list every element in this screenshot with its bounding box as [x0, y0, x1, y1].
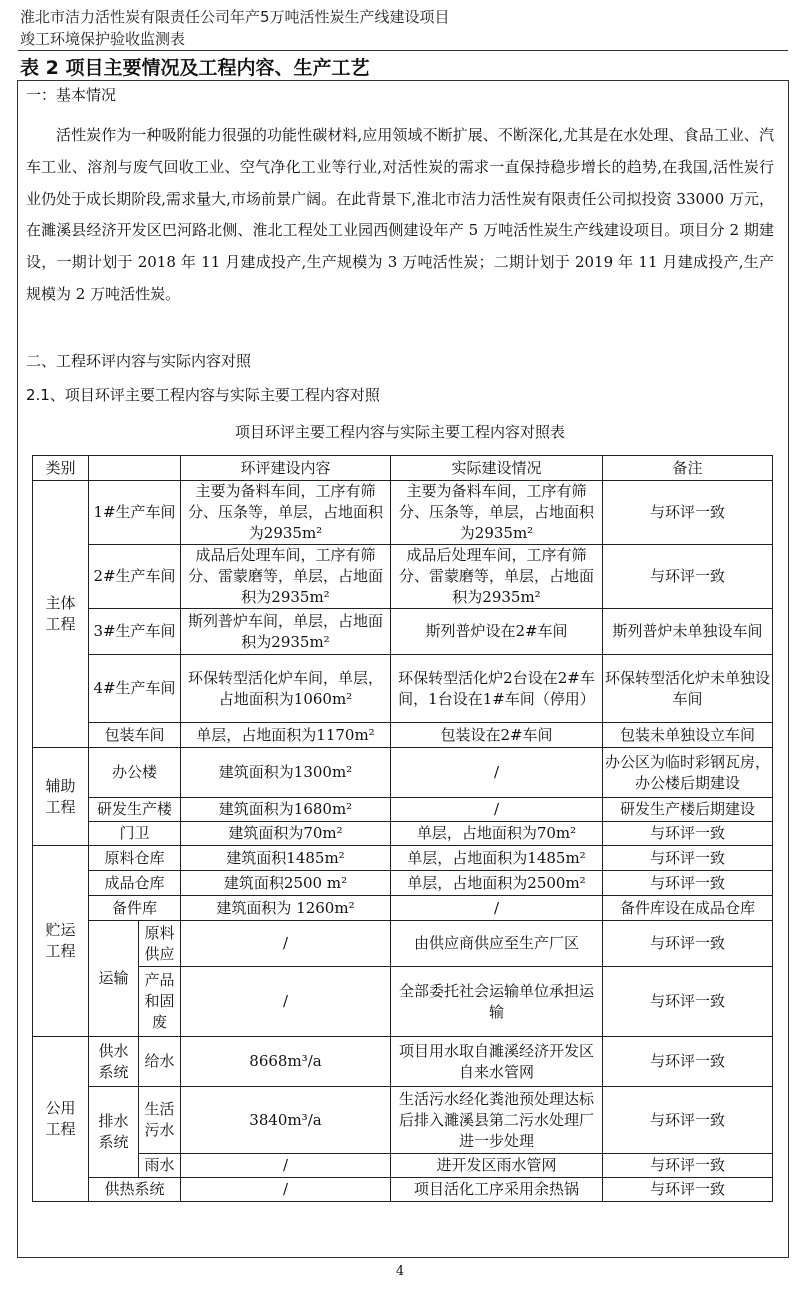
table-row: 2#生产车间 成品后处理车间，工序有筛分、雷蒙磨等，单层，占地面积为2935m² 成品后处理车间，工序有筛分、雷蒙磨等，单层，占地面积为2935m² 与环评一致: [33, 545, 773, 609]
comparison-heading: 二、工程环评内容与实际内容对照: [26, 352, 252, 370]
comparison-table: [32, 455, 773, 1202]
header-project-title: 淮北市洁力活性炭有限责任公司年产5万吨活性炭生产线建设项目: [20, 8, 450, 26]
header-rule: [18, 50, 788, 51]
table-header-row: [33, 456, 773, 481]
comparison-subheading: 2.1、项目环评主要工程内容与实际主要工程内容对照: [26, 386, 380, 404]
table-row: 主体 工程 1#生产车间 主要为备料车间，工序有筛分、压条等，单层，占地面积为2935m² 主要为备料车间，工序有筛分、压条等，单层，占地面积为2935m² 与环评一致: [33, 481, 773, 545]
table-row: 产品 和固 废 / 全部委托社会运输单位承担运输 与环评一致: [33, 967, 773, 1037]
table-row: 包装车间 单层，占地面积为1170m² 包装设在2#车间 包装未单独设立车间: [33, 723, 773, 748]
table-row: 运输 原料 供应 / 由供应商供应至生产厂区 与环评一致: [33, 921, 773, 967]
table-row: 辅助 工程 办公楼 建筑面积为1300m² / 办公区为临时彩钢瓦房，办公楼后期建设: [33, 748, 773, 798]
header-actual: 实际建设情况: [391, 456, 603, 481]
table-row: 3#生产车间 斯列普炉车间，单层，占地面积为2935m² 斯列普炉设在2#车间 斯列普炉未单独设车间: [33, 609, 773, 655]
category-aux: 辅助 工程: [33, 748, 89, 846]
basic-info-heading: 一：基本情况: [26, 86, 117, 104]
section-title: 表 2 项目主要情况及工程内容、生产工艺: [20, 57, 370, 79]
header-note: 备注: [603, 456, 773, 481]
category-public: 公用 工程: [33, 1037, 89, 1202]
basic-info-paragraph: 活性炭作为一种吸附能力很强的功能性碳材料,应用领域不断扩展、不断深化,尤其是在水处理、食品工业、汽车工业、溶剂与废气回收工业、空气净化工业等行业,对活性炭的需求一直保持稳步增长的趋势,在我国,活性炭行业仍处于成长期阶段,需求量大,市场前景广阔。在此背景下,淮北市洁力活性炭有限责任公司拟投资 33000 万元，在濉溪县经济开发区巴河路北侧、淮北工程处工业园西侧建设年产 5 万吨活性炭生产线建设项目。项目分 2 期建设，一期计划于 2018 年 11 月建成投产,生产规模为 3 万吨活性炭；二期计划于 2019 年 11 月建成投产,生产规模为 2 万吨活性炭。: [26, 126, 774, 303]
header-category: 类别: [33, 456, 89, 481]
category-storage: 贮运 工程: [33, 846, 89, 1037]
table-row: 排水 系统 生活 污水 3840m³/a 生活污水经化粪池预处理达标后排入濉溪县第二污水处理厂进一步处理 与环评一致: [33, 1087, 773, 1154]
table-row: 4#生产车间 环保转型活化炉车间，单层，占地面积为1060m² 环保转型活化炉2台设在2#车间，1台设在1#车间（停用） 环保转型活化炉未单独设车间: [33, 655, 773, 723]
page-number: 4: [395, 1264, 405, 1279]
header-eia: 环评建设内容: [181, 456, 391, 481]
table-row: 门卫 建筑面积为70m² 单层，占地面积为70m² 与环评一致: [33, 822, 773, 846]
table-row: 研发生产楼 建筑面积为1680m² / 研发生产楼后期建设: [33, 798, 773, 822]
table-row: 成品仓库 建筑面积2500 m² 单层，占地面积为2500m² 与环评一致: [33, 871, 773, 896]
table-row: 供热系统 / 项目活化工序采用余热锅 与环评一致: [33, 1178, 773, 1202]
table-row: 雨水 / 进开发区雨水管网 与环评一致: [33, 1154, 773, 1178]
table-row: 贮运 工程 原料仓库 建筑面积1485m² 单层，占地面积为1485m² 与环评一致: [33, 846, 773, 871]
table-row: 公用 工程 供水 系统 给水 8668m³/a 项目用水取自濉溪经济开发区自来水管网 与环评一致: [33, 1037, 773, 1087]
page-header: [20, 6, 450, 50]
category-main: 主体 工程: [33, 481, 89, 748]
table-caption: 项目环评主要工程内容与实际主要工程内容对照表: [234, 423, 565, 441]
table-row: 备件库 建筑面积为 1260m² / 备件库设在成品仓库: [33, 896, 773, 921]
header-form-title: 竣工环境保护验收监测表: [20, 30, 186, 48]
